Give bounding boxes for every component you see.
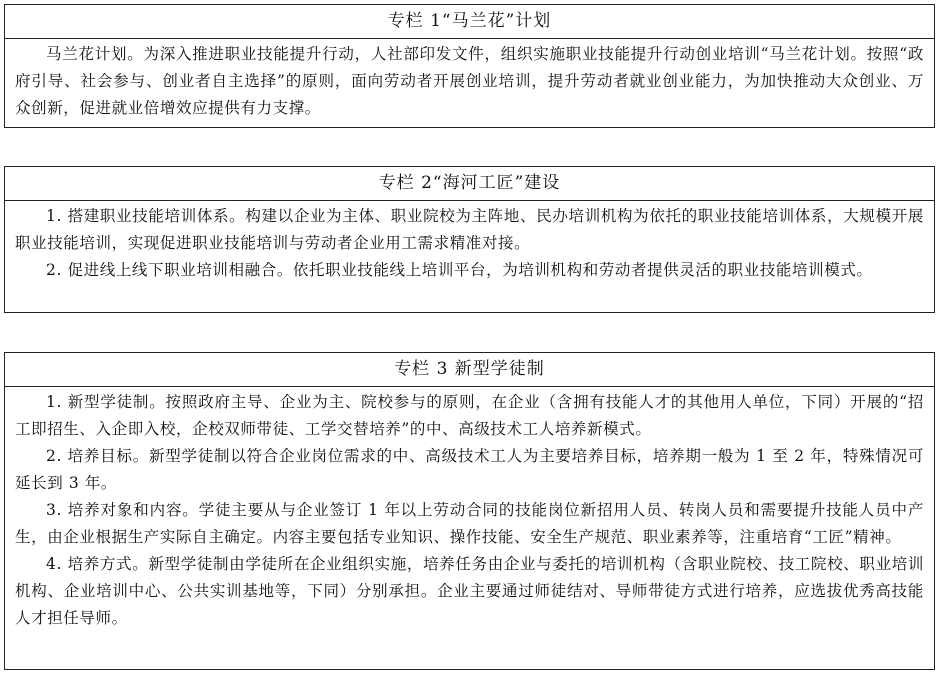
column-3-paragraph-1: 1. 新型学徒制。按照政府主导、企业为主、院校参与的原则，在企业（含拥有技能人才的其他用人单位，下同）开展的“招工即招生、入企即入校，企校双师带徒、工学交替培养”的中、高级技术工人培养新模式。 <box>15 393 924 438</box>
column-box-1 <box>4 4 935 128</box>
column-body-3 <box>5 387 934 632</box>
column-box-3 <box>4 352 935 670</box>
column-box-2 <box>4 166 935 313</box>
column-1-paragraph-1: 马兰花计划。为深入推进职业技能提升行动，人社部印发文件，组织实施职业技能提升行动创业培训“马兰花计划。按照“政府引导、社会参与、创业者自主选择”的原则，面向劳动者开展创业培训，提升劳动者就业创业能力，为加快推动大众创业、万众创新，促进就业倍增效应提供有力支撑。 <box>15 45 924 117</box>
column-body-2 <box>5 201 934 284</box>
column-2-paragraph-1: 1. 搭建职业技能培训体系。构建以企业为主体、职业院校为主阵地、民办培训机构为依托的职业技能培训体系，大规模开展职业技能培训，实现促进职业技能培训与劳动者企业用工需求精准对接。 <box>15 207 924 252</box>
column-3-paragraph-3: 3. 培养对象和内容。学徒主要从与企业签订 1 年以上劳动合同的技能岗位新招用人员、转岗人员和需要提升技能人员中产生，由企业根据生产实际自主确定。内容主要包括专业知识、操作技能、安全生产规范、职业素养等，注重培育“工匠”精神。 <box>15 501 924 546</box>
column-body-1 <box>5 39 934 122</box>
column-title-2: 专栏 2“海河工匠”建设 <box>5 167 934 201</box>
column-2-paragraph-2: 2. 促进线上线下职业培训相融合。依托职业技能线上培训平台，为培训机构和劳动者提供灵活的职业技能培训模式。 <box>46 261 873 279</box>
column-3-paragraph-2: 2. 培养目标。新型学徒制以符合企业岗位需求的中、高级技术工人为主要培养目标，培养期一般为 1 至 2 年，特殊情况可延长到 3 年。 <box>15 447 924 492</box>
column-title-3: 专栏 3 新型学徒制 <box>5 353 934 387</box>
column-title-1: 专栏 1“马兰花”计划 <box>5 5 934 39</box>
column-3-paragraph-4: 4. 培养方式。新型学徒制由学徒所在企业组织实施，培养任务由企业与委托的培训机构（含职业院校、技工院校、职业培训机构、企业培训中心、公共实训基地等，下同）分别承担。企业主要通过师徒结对、导师带徒方式进行培养，应选拔优秀高技能人才担任导师。 <box>15 555 924 627</box>
